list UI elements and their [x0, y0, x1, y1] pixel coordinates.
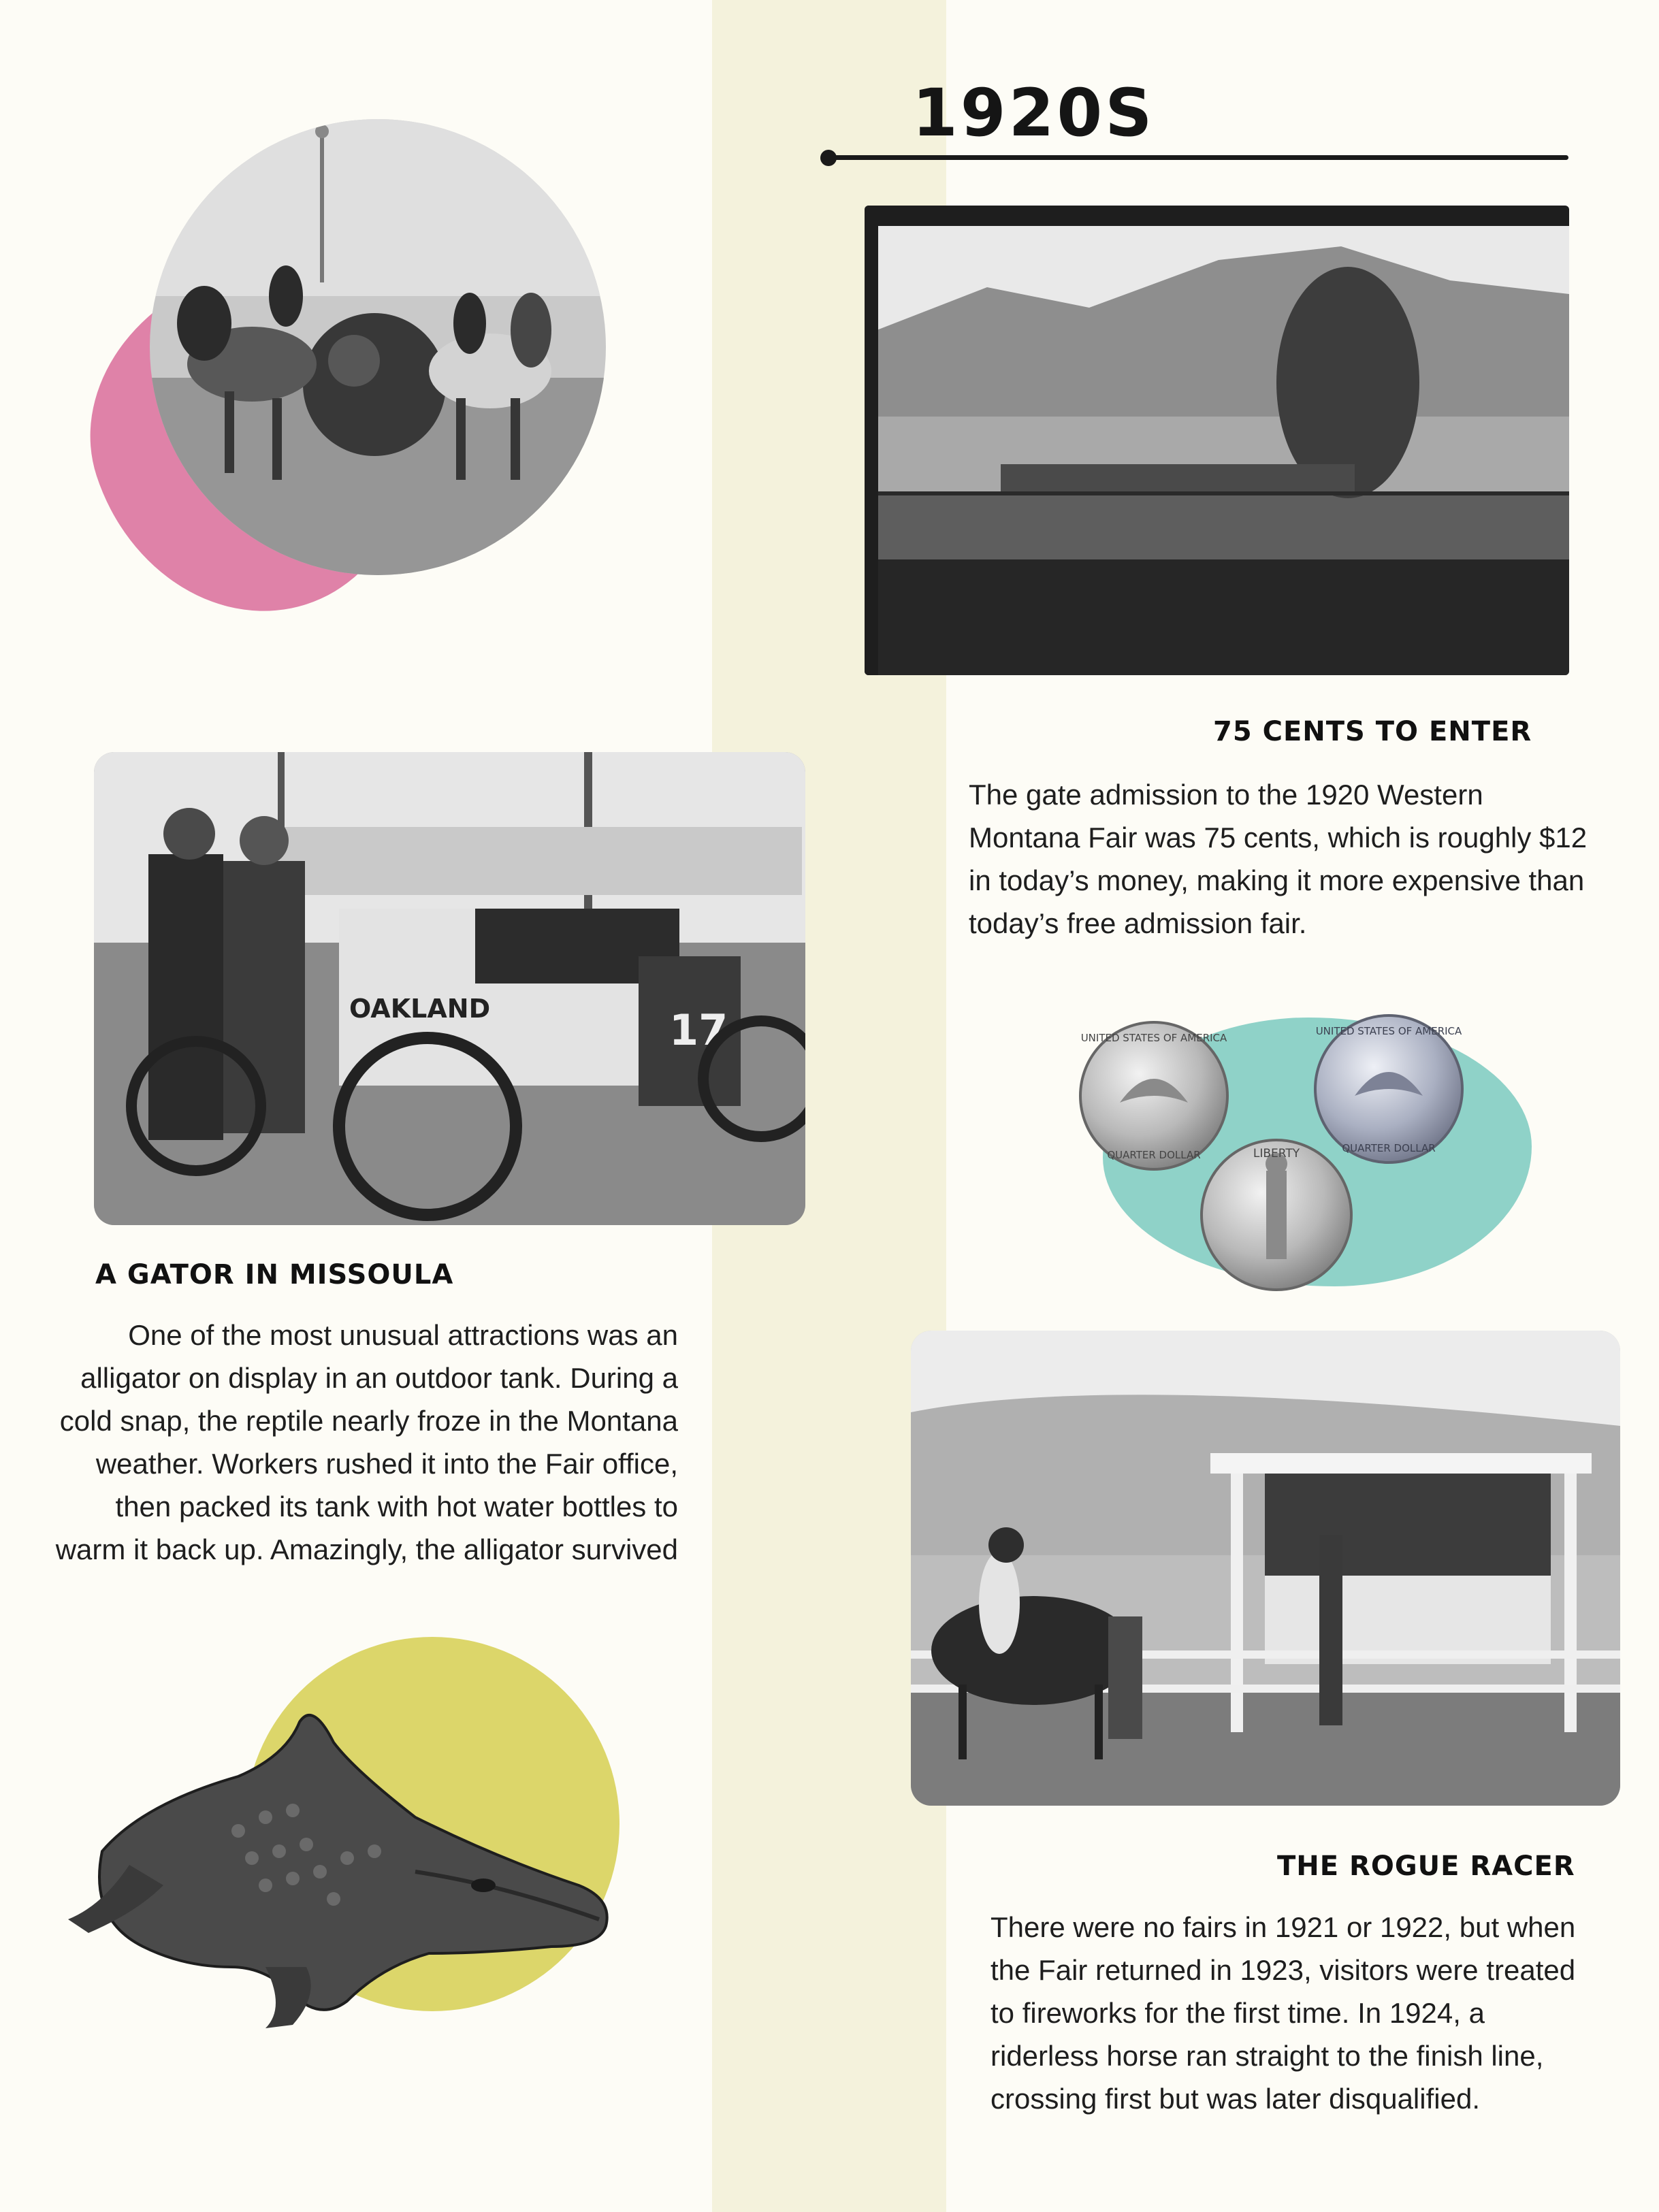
gator-heading: A GATOR IN MISSOULA: [95, 1259, 454, 1290]
quarter-coins-image: [1062, 1001, 1484, 1293]
rogue-racer-body: There were no fairs in 1921 or 1922, but when the Fair returned in 1923, visitors were treated to fireworks for the first time. In 1924, a riderless horse ran straight to the finish line, crossing first but was later disqualified.: [990, 1911, 1576, 2115]
svg-text:QUARTER DOLLAR: QUARTER DOLLAR: [1342, 1142, 1436, 1154]
svg-text:QUARTER DOLLAR: QUARTER DOLLAR: [1107, 1149, 1201, 1161]
admission-body: The gate admission to the 1920 Western Montana Fair was 75 cents, which is roughly $12 in today’s money, making it more expensive than today’s free admission fair.: [969, 779, 1588, 939]
balloon-race-photo: [865, 206, 1569, 675]
riderless-horse-race-photo: [911, 1331, 1620, 1806]
admission-heading: 75 CENTS TO ENTER: [1213, 716, 1532, 747]
rodeo-ball-photo: [150, 119, 606, 575]
timeline-dot: [820, 150, 837, 166]
svg-text:LIBERTY: LIBERTY: [1253, 1147, 1300, 1160]
svg-text:17: 17: [669, 1005, 728, 1055]
alligator-cutout-image: [61, 1681, 626, 2035]
svg-text:OAKLAND: OAKLAND: [349, 994, 491, 1024]
svg-text:UNITED STATES OF AMERICA: UNITED STATES OF AMERICA: [1315, 1025, 1462, 1037]
timeline-rule: [825, 155, 1568, 160]
oakland-race-car-photo: [94, 752, 805, 1225]
rogue-racer-heading: THE ROGUE RACER: [1277, 1851, 1575, 1882]
decade-title: 1920S: [912, 75, 1155, 151]
svg-text:UNITED STATES OF AMERICA: UNITED STATES OF AMERICA: [1080, 1032, 1227, 1044]
gator-body: One of the most unusual attractions was an alligator on display in an outdoor tank. During a cold snap, the reptile nearly froze in the Montana weather. Workers rushed it into the Fair office, then packed its tank with hot water bottles to warm it back up. Amazingly, the alligator survived: [55, 1319, 678, 1565]
